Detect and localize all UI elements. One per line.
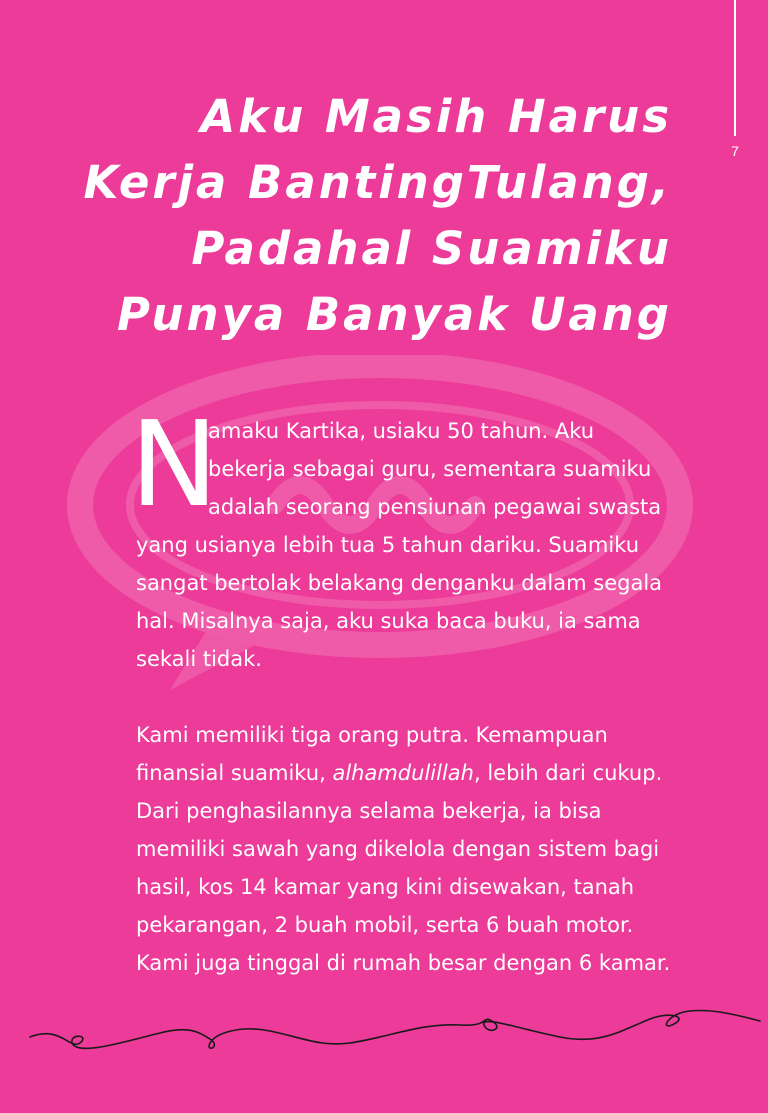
paragraph-2 <box>136 716 696 982</box>
paragraph-line: amaku Kartika, usiaku 50 tahun. Aku <box>208 419 595 443</box>
paragraph-line: hal. Misalnya saja, aku suka baca buku, ia sama <box>136 609 641 633</box>
paragraph-line: adalah seorang pensiunan pegawai swasta <box>208 495 662 519</box>
paragraph-line: hasil, kos 14 kamar yang kini disewakan, tanah <box>136 875 635 899</box>
paragraph-line: Kami memiliki tiga orang putra. Kemampuan <box>136 723 608 747</box>
emphasis-text: alhamdulillah <box>332 761 474 785</box>
paragraph-line: Kami juga tinggal di rumah besar dengan 6 kamar. <box>136 951 671 975</box>
text-run: finansial suamiku, <box>136 761 333 785</box>
title-line: Aku Masih Harus <box>200 90 672 143</box>
title-line: Punya Banyak Uang <box>117 288 672 341</box>
wavy-line-icon <box>0 995 768 1065</box>
paragraph-line: memiliki sawah yang dikelola dengan sistem bagi <box>136 837 660 861</box>
article-title <box>72 84 672 348</box>
paragraph-line: bekerja sebagai guru, sementara suamiku <box>208 457 652 481</box>
paragraph-line: yang usianya lebih tua 5 tahun dariku. Suamiku <box>136 533 640 557</box>
drop-cap: N <box>130 395 219 533</box>
paragraph-line: sekali tidak. <box>136 647 262 671</box>
text-run: , lebih dari cukup. <box>473 761 663 785</box>
page-number: 7 <box>731 143 739 159</box>
title-line: Padahal Suamiku <box>191 222 672 275</box>
page-divider-rule <box>734 0 736 136</box>
paragraph-line: sangat bertolak belakang denganku dalam segala <box>136 571 663 595</box>
paragraph-1 <box>136 412 696 678</box>
paragraph-line <box>136 754 696 792</box>
title-line: Kerja BantingTulang, <box>83 156 672 209</box>
article-body <box>130 395 696 982</box>
paragraph-line: pekarangan, 2 buah mobil, serta 6 buah motor. <box>136 913 634 937</box>
paragraph-line: Dari penghasilannya selama bekerja, ia bisa <box>136 799 602 823</box>
